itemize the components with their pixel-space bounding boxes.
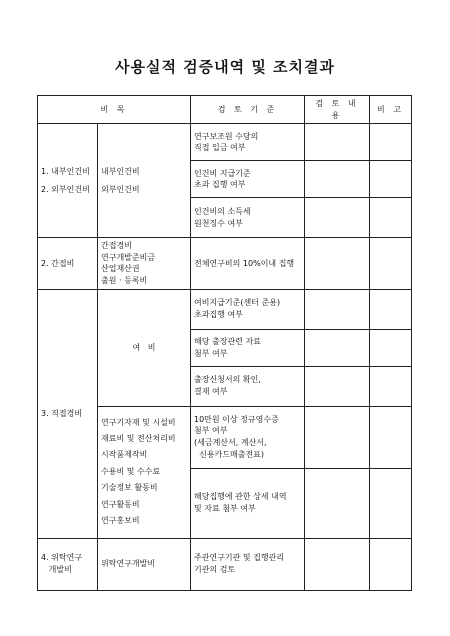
criteria-cell: 해당집행에 관한 상세 내역 및 자료 첨부 여부 [191, 468, 305, 538]
remarks-cell[interactable] [370, 468, 412, 538]
item-cell: 위탁연구개발비 [98, 538, 191, 590]
table-row [38, 238, 412, 289]
review-content-cell[interactable] [305, 468, 370, 538]
remarks-cell[interactable] [370, 289, 412, 329]
header-row [38, 96, 412, 124]
header-review-content: 검 토 내 용 [305, 96, 370, 124]
remarks-cell[interactable] [370, 238, 412, 289]
review-content-cell[interactable] [305, 329, 370, 366]
criteria-cell: 전체연구비의 10%이내 집행 [191, 238, 305, 289]
item-cell: 연구기자재 및 시설비 재료비 및 전산처리비 시작품제작비 수용비 및 수수료 기술정보 활동비 연구활동비 연구홍보비 [98, 406, 191, 538]
review-content-cell[interactable] [305, 124, 370, 161]
remarks-cell[interactable] [370, 329, 412, 366]
review-content-cell[interactable] [305, 538, 370, 590]
remarks-cell[interactable] [370, 198, 412, 238]
item-cell: 간접경비 연구개발준비금 산업재산권 출원 · 등록비 [98, 238, 191, 289]
category-cell: 1. 내부인건비 2. 외부인건비 [38, 124, 98, 238]
remarks-cell[interactable] [370, 161, 412, 198]
remarks-cell[interactable] [370, 538, 412, 590]
criteria-cell: 연구보조원 수당의 직접 입금 여부 [191, 124, 305, 161]
table-row [38, 124, 412, 161]
criteria-cell: 인건비 지급기준 초과 집행 여부 [191, 161, 305, 198]
page-title: 사용실적 검증내역 및 조치결과 [114, 58, 336, 76]
verification-table [37, 95, 412, 591]
criteria-cell: 출장신청서의 확인, 결재 여부 [191, 366, 305, 406]
category-cell: 4. 위탁연구 개발비 [38, 538, 98, 590]
review-content-cell[interactable] [305, 238, 370, 289]
header-expense-item: 비 목 [38, 96, 191, 124]
remarks-cell[interactable] [370, 124, 412, 161]
remarks-cell[interactable] [370, 406, 412, 468]
category-cell: 3. 직접경비 [38, 289, 98, 538]
category-cell: 2. 간접비 [38, 238, 98, 289]
criteria-cell: 인건비의 소득세 원천징수 여부 [191, 198, 305, 238]
header-remarks: 비 고 [370, 96, 412, 124]
review-content-cell[interactable] [305, 406, 370, 468]
header-review-criteria: 검 토 기 준 [191, 96, 305, 124]
review-content-cell[interactable] [305, 198, 370, 238]
criteria-cell: 10만원 이상 정규영수증 첨부 여부 (세금계산서, 계산서, 신용카드매출전표) [191, 406, 305, 468]
item-cell: 여 비 [98, 289, 191, 406]
review-content-cell[interactable] [305, 289, 370, 329]
remarks-cell[interactable] [370, 366, 412, 406]
review-content-cell[interactable] [305, 161, 370, 198]
review-content-cell[interactable] [305, 366, 370, 406]
table-row [38, 538, 412, 590]
criteria-cell: 해당 출장관련 자료 첨부 여부 [191, 329, 305, 366]
criteria-cell: 여비지급기준(센터 준용) 초과집행 여부 [191, 289, 305, 329]
criteria-cell: 주관연구기관 및 집행관리 기관의 검토 [191, 538, 305, 590]
item-cell: 내부인건비 외부인건비 [98, 124, 191, 238]
table-row [38, 289, 412, 329]
